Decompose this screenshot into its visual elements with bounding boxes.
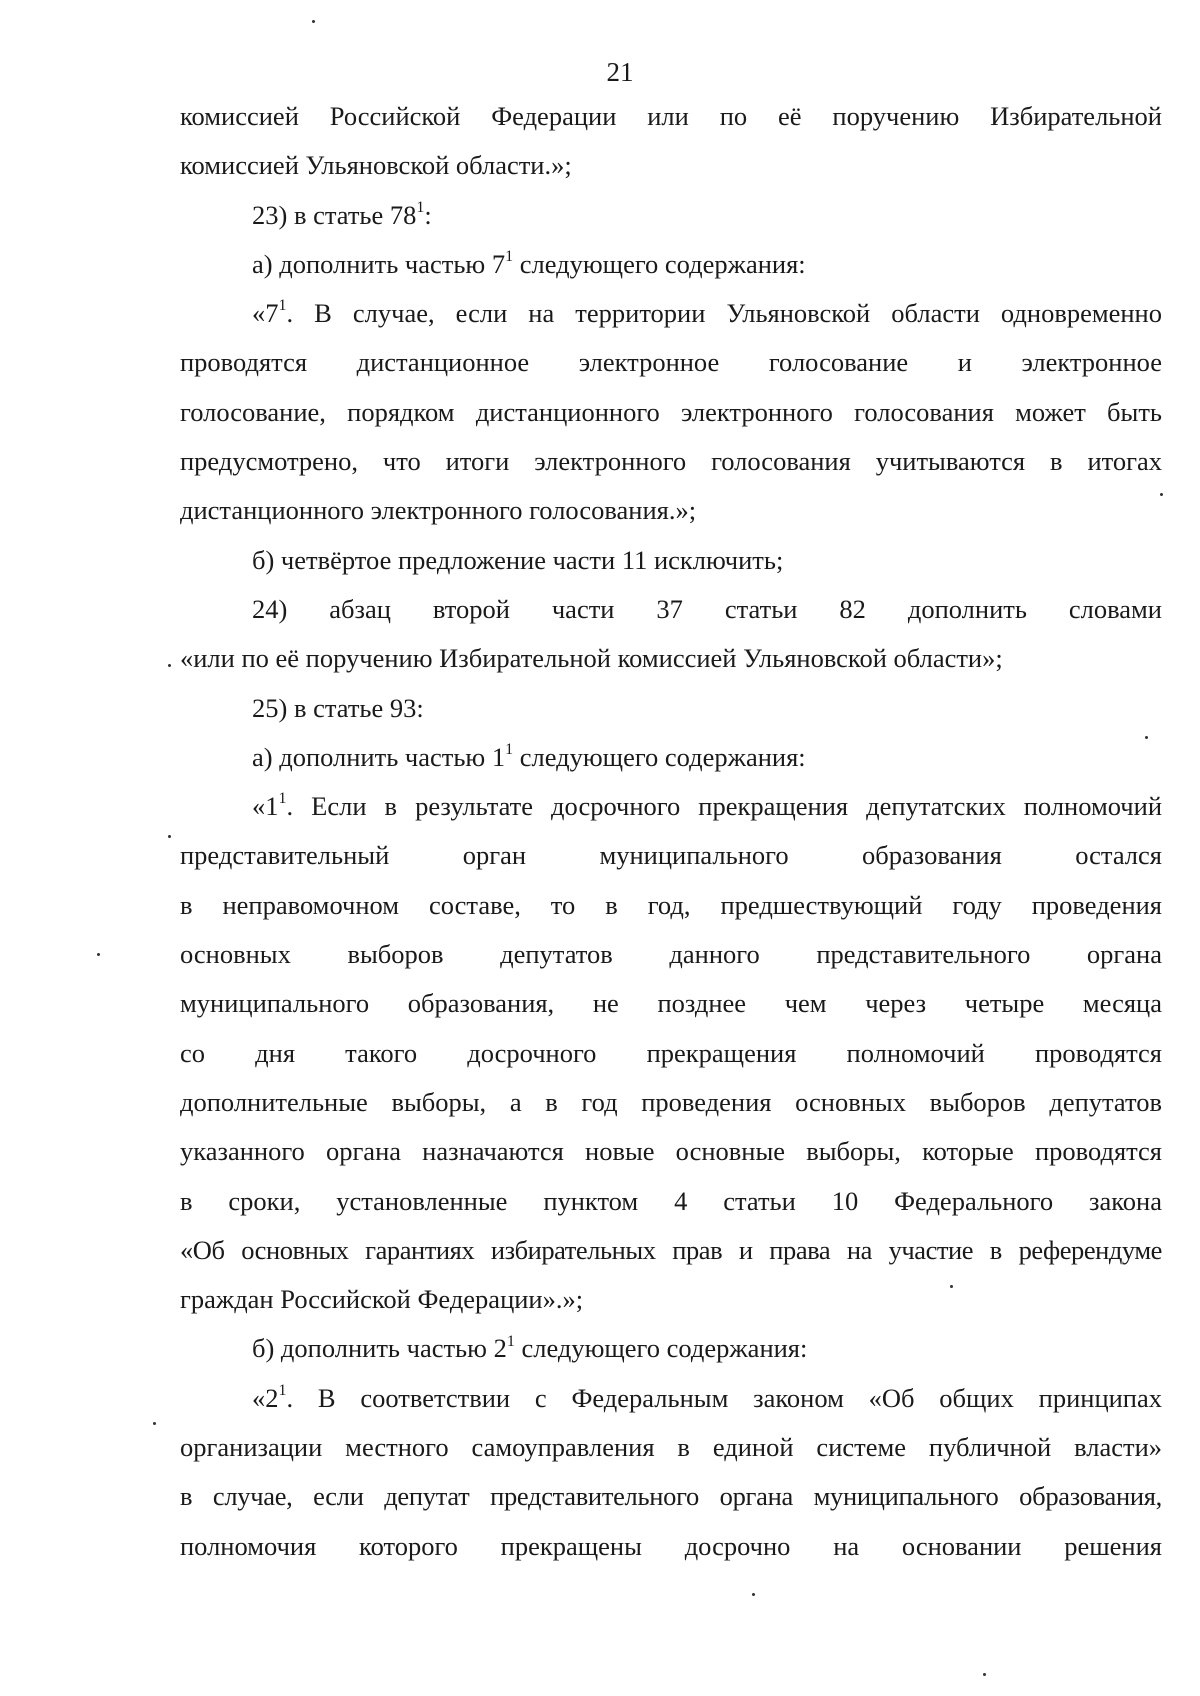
text-line: комиссией Ульяновской области.»; <box>180 150 572 181</box>
text-line: предусмотрено, что итоги электронного голосования учитываются в итогах <box>180 446 1162 477</box>
text-line: «Об основных гарантиях избирательных прав и права на участие в референдуме <box>180 1234 1162 1265</box>
text-line: в случае, если депутат представительного органа муниципального образования, <box>180 1481 1162 1512</box>
text-line: муниципального образования, не позднее чем через четыре месяца <box>180 988 1162 1019</box>
scan-speck <box>97 953 100 956</box>
text-line: дополнительные выборы, а в год проведения основных выборов депутатов <box>180 1086 1162 1117</box>
page-number: 21 <box>606 57 634 87</box>
quoted-part-1-1 <box>180 782 1162 1324</box>
scan-speck <box>983 1673 986 1676</box>
text-line: комиссией Российской Федерации или по её поручению Избирательной <box>180 101 1162 131</box>
scan-speck <box>1160 493 1163 496</box>
list-item-24 <box>180 585 1162 684</box>
scan-speck <box>168 664 171 667</box>
text-line: организации местного самоуправления в единой системе публичной власти» <box>180 1432 1162 1463</box>
scan-speck <box>1145 736 1148 739</box>
text-line: указанного органа назначаются новые основные выборы, которые проводятся <box>180 1136 1162 1167</box>
scan-speck <box>168 835 171 838</box>
text-line: со дня такого досрочного прекращения полномочий проводятся <box>180 1037 1162 1068</box>
paragraph-continuation <box>180 92 1162 191</box>
sub-item-a: а) дополнить частью $1^1$ следующего содержания: <box>252 741 806 772</box>
scan-speck <box>312 20 315 23</box>
text-line: 24) абзац второй части 37 статьи 82 дополнить словами <box>252 593 1162 624</box>
text-line: голосование, порядком дистанционного электронного голосования может быть <box>180 396 1162 427</box>
text-line: в неправомочном составе, то в год, предшествующий году проведения <box>180 889 1162 920</box>
text-line: основных выборов депутатов данного представительного органа <box>180 939 1162 970</box>
quoted-part-7-1 <box>180 289 1162 535</box>
scan-speck <box>752 1593 755 1596</box>
text-line: «$7^1$. В случае, если на территории Ульяновской области одновременно <box>252 297 1162 329</box>
list-item-23: 23) в статье $78^1$: <box>252 198 432 230</box>
quoted-part-2-1 <box>180 1374 1162 1571</box>
text-line: «$1^1$. Если в результате досрочного прекращения депутатских полномочий <box>252 790 1162 822</box>
scan-speck <box>153 1422 156 1425</box>
sub-item-b: б) четвёртое предложение части 11 исключить; <box>252 544 784 575</box>
text-line: «$2^1$. В соответствии с Федеральным законом «Об общих принципах <box>252 1381 1162 1413</box>
text-line: в сроки, установленные пунктом 4 статьи 10 Федерального закона <box>180 1185 1162 1216</box>
text-line: «или по её поручению Избирательной комиссией Ульяновской области»; <box>180 643 1003 674</box>
sub-item-a: а) дополнить частью $7^1$ следующего содержания: <box>252 248 806 279</box>
text-line: полномочия которого прекращены досрочно на основании решения <box>180 1530 1162 1561</box>
text-line: проводятся дистанционное электронное голосование и электронное <box>180 347 1162 378</box>
text-line: представительный орган муниципального образования остался <box>180 840 1162 871</box>
text-line: граждан Российской Федерации».»; <box>180 1284 584 1315</box>
list-item-25: 25) в статье 93: <box>252 692 424 723</box>
document-body <box>180 92 1162 1571</box>
text-line: дистанционного электронного голосования.»; <box>180 495 697 526</box>
scan-speck <box>950 1285 953 1288</box>
sub-item-b: б) дополнить частью $2^1$ следующего содержания: <box>252 1332 808 1364</box>
